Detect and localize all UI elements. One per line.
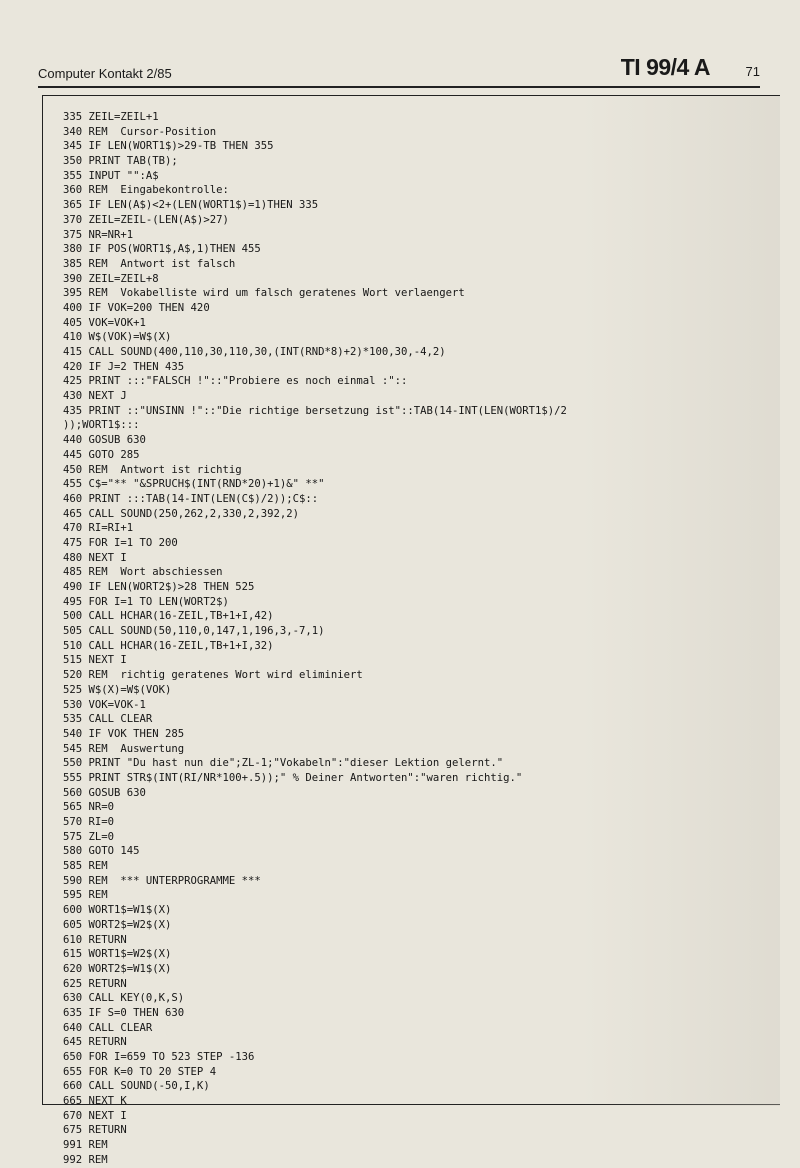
code-line: 520 REM richtig geratenes Wort wird eliminiert [63, 669, 363, 682]
code-line: 600 WORT1$=W1$(X) [63, 904, 172, 917]
code-line: 635 IF S=0 THEN 630 [63, 1006, 185, 1019]
code-line: 470 RI=RI+1 [63, 522, 134, 535]
code-line: 615 WORT1$=W2$(X) [63, 948, 172, 961]
code-line: 430 NEXT J [63, 390, 127, 403]
code-line: 605 WORT2$=W2$(X) [63, 918, 172, 931]
code-line: 380 IF POS(WORT1$,A$,1)THEN 455 [63, 243, 261, 256]
code-line: 540 IF VOK THEN 285 [63, 727, 185, 740]
code-line: 410 W$(VOK)=W$(X) [63, 331, 172, 344]
code-line: 340 REM Cursor-Position [63, 125, 217, 138]
listing-frame [42, 95, 780, 1166]
code-line: 370 ZEIL=ZEIL-(LEN(A$)>27) [63, 213, 229, 226]
code-line: 420 IF J=2 THEN 435 [63, 360, 185, 373]
code-line: 655 FOR K=0 TO 20 STEP 4 [63, 1065, 217, 1078]
code-line: 595 REM [63, 889, 108, 902]
code-line: 505 CALL SOUND(50,110,0,147,1,196,3,-7,1) [63, 625, 325, 638]
code-line: 490 IF LEN(WORT2$)>28 THEN 525 [63, 581, 255, 593]
code-line: 375 NR=NR+1 [63, 228, 134, 241]
header-rule [38, 86, 760, 88]
code-line: 480 NEXT I [63, 551, 127, 564]
code-line: 630 CALL KEY(0,K,S) [63, 992, 185, 1005]
code-line: 610 RETURN [63, 933, 127, 946]
code-line: 992 REM [63, 1153, 108, 1166]
code-line: 415 CALL SOUND(400,110,30,110,30,(INT(RND*8)+2)*100,30,-4,2) [63, 346, 446, 358]
code-line: 620 WORT2$=W1$(X) [63, 962, 172, 975]
code-line: 485 REM Wort abschiessen [63, 566, 223, 579]
code-line: 435 PRINT ::"UNSINN !"::"Die richtige bersetzung ist"::TAB(14-INT(LEN(WORT1$)/2 [63, 404, 567, 417]
code-line: 675 RETURN [63, 1124, 127, 1137]
code-line: 670 NEXT I [63, 1109, 127, 1122]
code-line: 565 NR=0 [63, 801, 115, 814]
code-line: 495 FOR I=1 TO LEN(WORT2$) [63, 595, 229, 608]
code-line: 550 PRINT "Du hast nun die";ZL-1;"Vokabeln":"dieser Lektion gelernt." [63, 757, 504, 770]
code-line: 640 CALL CLEAR [63, 1021, 153, 1034]
code-line: ));WORT1$::: [63, 419, 140, 432]
code-line: 590 REM *** UNTERPROGRAMME *** [63, 874, 261, 887]
code-line: 400 IF VOK=200 THEN 420 [63, 301, 210, 314]
code-line: 665 NEXT K [63, 1095, 127, 1108]
code-line: 625 RETURN [63, 977, 127, 990]
page-header [38, 54, 760, 88]
code-line: 395 REM Vokabelliste wird um falsch geratenes Wort verlaengert [63, 287, 465, 300]
code-line: 390 ZEIL=ZEIL+8 [63, 272, 159, 285]
code-line: 991 REM [63, 1139, 108, 1152]
code-line: 515 NEXT I [63, 654, 127, 667]
code-line: 500 CALL HCHAR(16-ZEIL,TB+1+I,42) [63, 610, 274, 623]
code-line: 385 REM Antwort ist falsch [63, 257, 236, 270]
code-line: 425 PRINT :::"FALSCH !"::"Probiere es noch einmal :":: [63, 375, 408, 388]
code-line: 525 W$(X)=W$(VOK) [63, 683, 172, 696]
code-line: 575 ZL=0 [63, 830, 115, 843]
code-line: 445 GOTO 285 [63, 448, 140, 461]
code-line: 365 IF LEN(A$)<2+(LEN(WORT1$)=1)THEN 335 [63, 199, 319, 212]
code-line: 580 GOTO 145 [63, 845, 140, 858]
code-line: 355 INPUT "":A$ [63, 169, 159, 182]
code-line: 660 CALL SOUND(-50,I,K) [63, 1080, 210, 1093]
code-line: 570 RI=0 [63, 816, 115, 828]
code-line: 405 VOK=VOK+1 [63, 316, 146, 329]
code-line: 530 VOK=VOK-1 [63, 698, 146, 711]
machine-title: TI 99/4 A [620, 54, 710, 80]
code-line: 555 PRINT STR$(INT(RI/NR*100+.5));" % Deiner Antworten":"waren richtig." [63, 771, 523, 784]
code-line: 535 CALL CLEAR [63, 713, 153, 726]
code-line: 350 PRINT TAB(TB); [63, 155, 178, 168]
basic-listing [63, 110, 773, 1168]
code-line: 450 REM Antwort ist richtig [63, 463, 242, 476]
code-line: 650 FOR I=659 TO 523 STEP -136 [63, 1051, 255, 1063]
code-line: 475 FOR I=1 TO 200 [63, 536, 178, 549]
code-line: 645 RETURN [63, 1036, 127, 1049]
page-number: 71 [745, 64, 760, 79]
code-line: 345 IF LEN(WORT1$)>29-TB THEN 355 [63, 140, 274, 153]
code-line: 455 C$="** "&SPRUCH$(INT(RND*20)+1)&" **" [63, 478, 325, 491]
code-line: 465 CALL SOUND(250,262,2,330,2,392,2) [63, 507, 299, 520]
code-line: 335 ZEIL=ZEIL+1 [63, 111, 159, 123]
code-line: 545 REM Auswertung [63, 742, 185, 755]
code-line: 440 GOSUB 630 [63, 434, 146, 447]
code-line: 510 CALL HCHAR(16-ZEIL,TB+1+I,32) [63, 639, 274, 652]
code-line: 560 GOSUB 630 [63, 786, 146, 799]
code-line: 360 REM Eingabekontrolle: [63, 184, 229, 197]
publication-title: Computer Kontakt 2/85 [38, 66, 172, 81]
code-line: 585 REM [63, 860, 108, 873]
code-line: 460 PRINT :::TAB(14-INT(LEN(C$)/2));C$:: [63, 492, 319, 505]
